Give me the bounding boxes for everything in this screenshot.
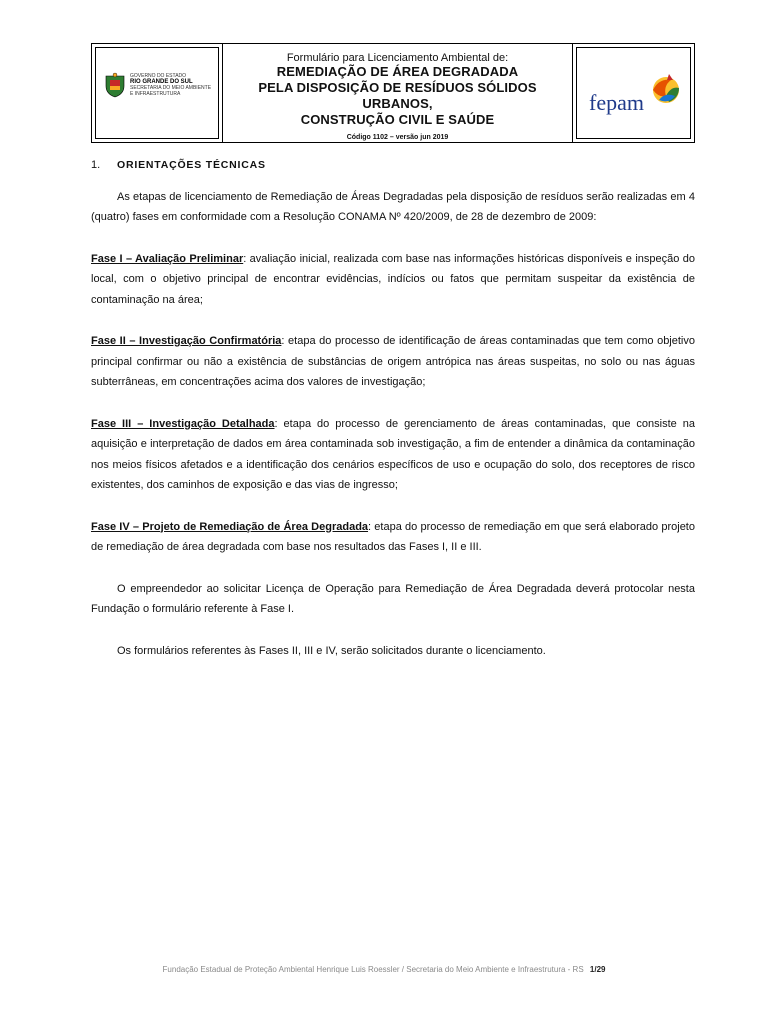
phase4-label: Fase IV – Projeto de Remediação de Área Degradada bbox=[91, 520, 369, 533]
phase2-paragraph bbox=[91, 331, 695, 393]
form-header bbox=[91, 43, 695, 143]
phase1-text: : avaliação inicial, realizada com base nas informações históricas disponíveis e inspeção do local, com o objetivo principal de encontrar evidências, indícios ou fatos que permitam suspeitar da existência de contaminação na área; bbox=[91, 252, 695, 306]
header-fepam-cell bbox=[572, 44, 694, 142]
main-title-line3: CONSTRUÇÃO CIVIL E SAÚDE bbox=[300, 112, 495, 127]
phase1-paragraph bbox=[91, 249, 695, 311]
intro-paragraph: As etapas de licenciamento de Remediação de Áreas Degradadas pela disposição de resíduos serão realizadas em 4 (quatro) fases em conformidade com a Resolução CONAMA Nº 420/2009, de 28 de dezembro de 2009: bbox=[91, 190, 695, 223]
form-title: Formulário para Licenciamento Ambiental de: bbox=[286, 52, 509, 64]
form-code: Código 1102 – versão jun 2019 bbox=[346, 134, 449, 141]
phase1-label: Fase I – Avaliação Preliminar bbox=[91, 252, 244, 265]
phase4-text: : etapa do processo de remediação em que será elaborado projeto de remediação de área degradada com base nos resultados das Fases I, II e III. bbox=[91, 520, 695, 553]
header-logo-cell bbox=[92, 44, 223, 142]
gov-logo-line3: SECRETARIA DO MEIO AMBIENTE bbox=[130, 85, 212, 91]
main-title-line1: REMEDIAÇÃO DE ÁREA DEGRADADA bbox=[276, 64, 519, 79]
main-title-line2: PELA DISPOSIÇÃO DE RESÍDUOS SÓLIDOS URBANOS, bbox=[258, 80, 537, 111]
rs-government-logo bbox=[104, 72, 211, 98]
phase3-paragraph bbox=[91, 414, 695, 496]
gov-logo-line2: RIO GRANDE DO SUL bbox=[130, 79, 193, 85]
page-footer bbox=[0, 965, 768, 974]
section-number: 1. bbox=[91, 159, 101, 171]
operation-paragraph: O empreendedor ao solicitar Licença de Operação para Remediação de Área Degradada deverá protocolar nesta Fundação o formulário referente à Fase I. bbox=[91, 582, 695, 615]
fepam-logo bbox=[589, 72, 689, 122]
page-number: 1/29 bbox=[589, 965, 606, 974]
phase2-label: Fase II – Investigação Confirmatória bbox=[91, 335, 282, 347]
gov-logo-line1: GOVERNO DO ESTADO bbox=[130, 73, 187, 79]
fepam-logo-text: fepam bbox=[589, 90, 644, 115]
footer-text: Fundação Estadual de Proteção Ambiental Henrique Luis Roessler / Secretaria do Meio Ambiente e Infraestrutura - RS bbox=[162, 965, 584, 974]
phase3-label: Fase III – Investigação Detalhada bbox=[91, 417, 275, 430]
phase4-paragraph bbox=[91, 517, 695, 558]
phase3-text: : etapa do processo de gerenciamento de áreas contaminadas, que consiste na aquisição e interpretação de dados em área contaminada sob investigação, a fim de entender a dinâmica da contaminação nos meios físicos afetados e a identificação dos cenários específicos de uso e ocupação do solo, dos receptores de risco existentes, dos caminhos de exposição e das vias de ingresso; bbox=[91, 417, 695, 491]
document-body bbox=[91, 150, 695, 682]
gov-logo-line4: E INFRAESTRUTURA bbox=[130, 91, 181, 97]
section-title: ORIENTAÇÕES TÉCNICAS bbox=[117, 159, 266, 171]
fepam-emblem-icon bbox=[649, 72, 683, 106]
forms-paragraph: Os formulários referentes às Fases II, III e IV, serão solicitados durante o licenciamento. bbox=[117, 644, 546, 657]
section-heading bbox=[91, 155, 695, 176]
phase2-text: : etapa do processo de identificação de áreas contaminadas que tem como objetivo principal confirmar ou não a existência de substâncias de origem antrópica nas áreas suspeitas, no solo ou nas águas subterrâneas, em concentrações acima dos valores de investigação; bbox=[91, 335, 695, 388]
rs-coat-of-arms-icon bbox=[104, 72, 126, 98]
header-title-cell bbox=[223, 44, 572, 142]
